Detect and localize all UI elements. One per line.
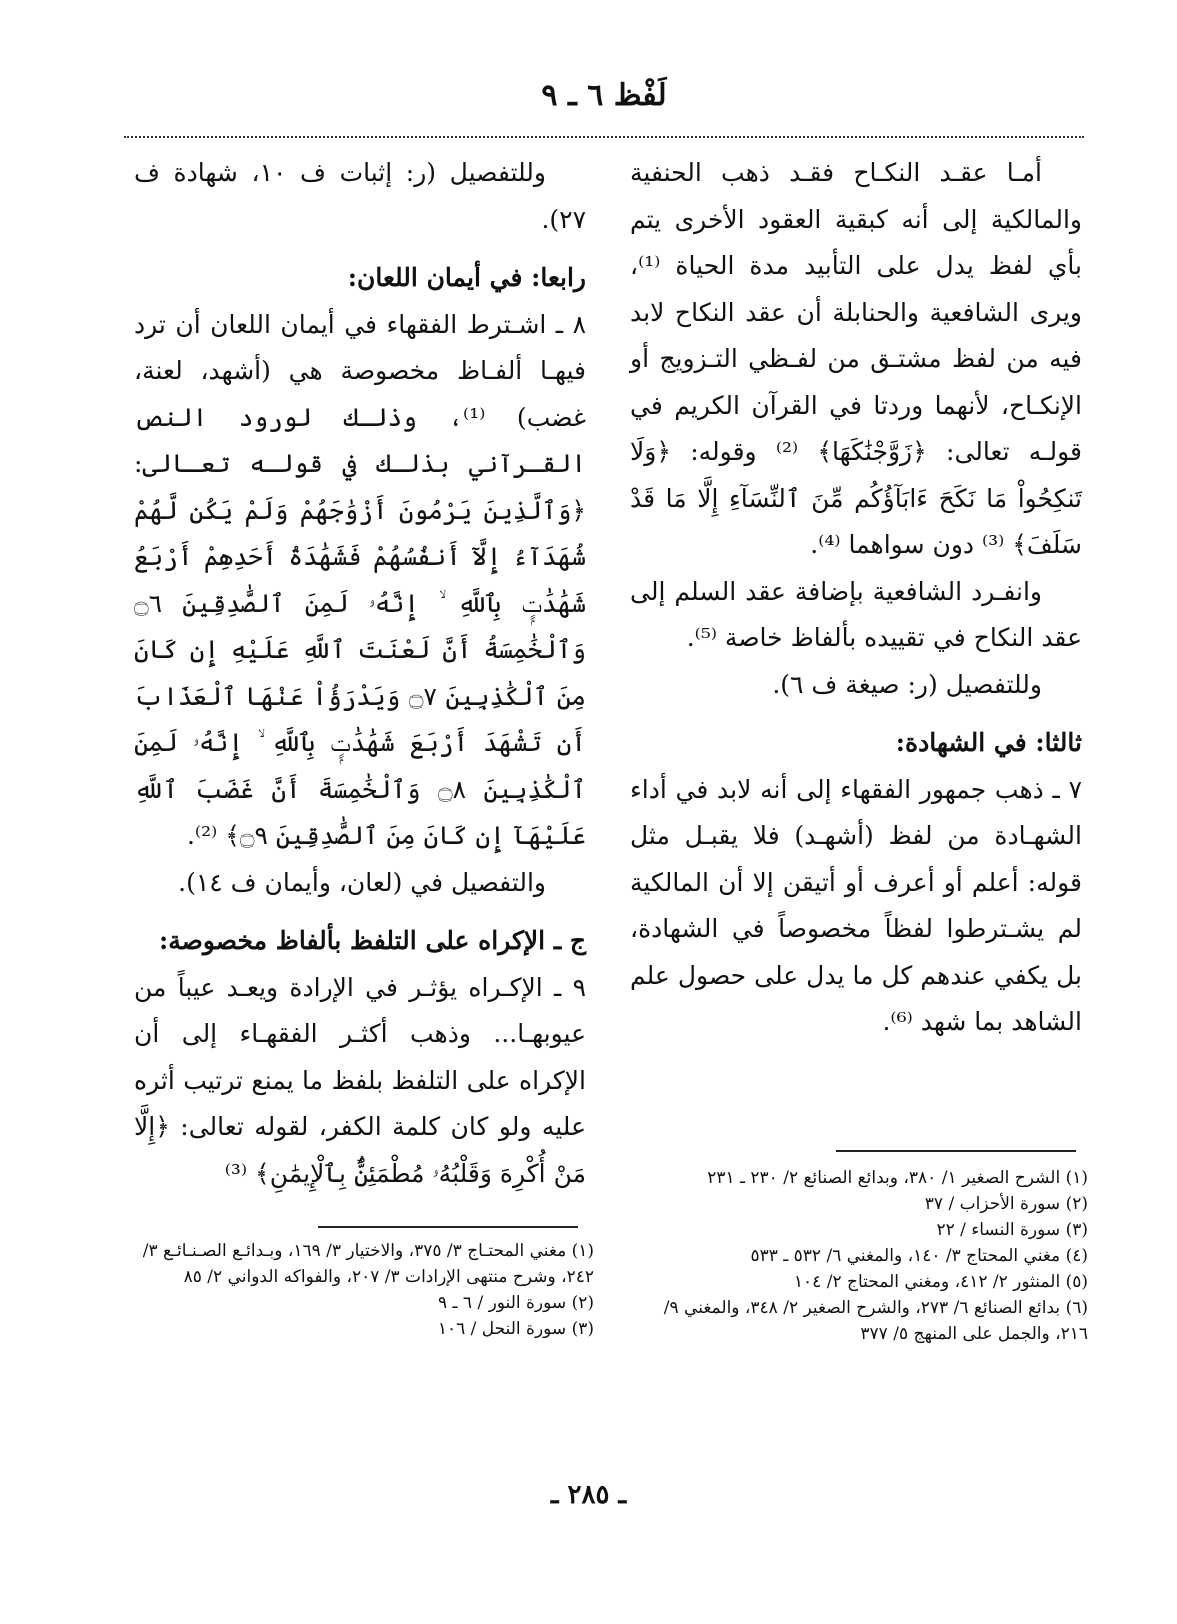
page-number: ـ ٢٨٥ ـ [550, 1480, 627, 1510]
left-footnotes [134, 1238, 594, 1342]
paragraph: ٩ ـ الإكـراه يؤثـر في الإرادة ويعـد عيباً من عيوبهـا... وذهب أكثـر الفقهـاء إلى أن الإكراه على التلفظ بلفظ ما يمنع ترتيب أثره عليه ولو كان كلمة الكفر، لقوله تعالى: ﴿إِلَّا مَنْ أُكْرِهَ وَقَلْبُهُۥ مُطْمَئِنٌّۢ بِٱلْإِيمَٰنِ﴾ ⁽³⁾ [134, 972, 586, 1188]
left-text-column [134, 150, 586, 1197]
right-footnotes [628, 1165, 1088, 1347]
footnote: (٣) سورة النساء / ٢٢ [936, 1220, 1088, 1240]
footnote: (٢) سورة الأحزاب / ٣٧ [924, 1194, 1088, 1214]
section-heading: رابعا: في أيمان اللعان: [347, 263, 586, 292]
paragraph: ٨ ـ اشـترط الفقهاء في أيمان اللعان أن ترد فيهـا ألفـاظ مخصوصة هي (أشهد، لعنة، غضب) ⁽¹⁾، وذلـك لورود النص القـرآني بذلـك في قولـه تعـالى: ﴿وَٱلَّذِينَ يَرْمُونَ أَزْوَٰجَهُمْ وَلَمْ يَكُن لَّهُمْ شُهَدَآءُ إِلَّآ أَنفُسُهُمْ فَشَهَٰدَةُ أَحَدِهِمْ أَرْبَعُ شَهَٰدَٰتٍۭ بِٱللَّهِ ۙ إِنَّهُۥ لَمِنَ ٱلصَّٰدِقِينَ ۝٦ وَٱلْخَٰمِسَةُ أَنَّ لَعْنَتَ ٱللَّهِ عَلَيْهِ إِن كَانَ مِنَ ٱلْكَٰذِبِينَ ۝٧ وَيَدْرَؤُاْ عَنْهَا ٱلْعَذَابَ أَن تَشْهَدَ أَرْبَعَ شَهَٰدَٰتٍۭ بِٱللَّهِ ۙ إِنَّهُۥ لَمِنَ ٱلْكَٰذِبِينَ ۝٨ وَٱلْخَٰمِسَةَ أَنَّ غَضَبَ ٱللَّهِ عَلَيْهَآ إِن كَانَ مِنَ ٱلصَّٰدِقِينَ ۝٩﴾ ⁽²⁾. [134, 309, 586, 850]
footnote: (١) الشرح الصغير ١/ ٣٨٠، وبدائع الصنائع ٢/ ٢٣٠ ـ ٢٣١ [707, 1168, 1088, 1188]
paragraph: والتفصيل في (لعان، وأيمان ف ١٤). [178, 867, 546, 897]
paragraph: وللتفصيل (ر: صيغة ف ٦). [772, 669, 1042, 699]
right-footnote-rule [836, 1150, 1076, 1152]
section-heading: ثالثا: في الشهادة: [895, 728, 1082, 757]
footnote: (٢) سورة النور / ٦ ـ ٩ [437, 1293, 594, 1313]
paragraph: ٧ ـ ذهب جمهور الفقهاء إلى أنه لابد في أداء الشهـادة من لفظ (أشهـد) فلا يقبـل مثل قوله: أعلم أو أعرف أو أتيقن إلا أن المالكية لم يشـترطوا لفظاً مخصوصاً في الشهادة، بل يكفي عندهم كل ما يدل على حصول علم الشاهد بما شهد ⁽⁶⁾. [630, 774, 1082, 1036]
paragraph: أمـا عقـد النكـاح فقـد ذهب الحنفية والمالكية إلى أنه كبقية العقود الأخرى يتم بأي لفظ يدل على التأبيد مدة الحياة ⁽¹⁾، ويرى الشافعية والحنابلة أن عقد النكاح لابد فيه من لفظ مشتـق من لفـظي التـزويج أو الإنكـاح، لأنهما وردتا في القرآن الكريم في قولـه تعالى: ﴿زَوَّجْنَٰكَهَا﴾ ⁽²⁾ وقوله: ﴿وَلَا تَنكِحُواْ مَا نَكَحَ ءَابَآؤُكُم مِّنَ ٱلنِّسَآءِ إِلَّا مَا قَدْ سَلَفَ﴾ ⁽³⁾ دون سواهما ⁽⁴⁾. [630, 158, 1082, 559]
paragraph: وانفـرد الشافعية بإضافة عقد السلم إلى عقد النكاح في تقييده بألفاظ خاصة ⁽⁵⁾. [630, 576, 1082, 652]
footnote: (٦) بدائع الصنائع ٦/ ٢٧٣، والشرح الصغير ٢/ ٣٤٨، والمغني ٩/ ٢١٦، والجمل على المنهج ٥/ ٣٧٧ [663, 1298, 1088, 1344]
paragraph: وللتفصيل (ر: إثبات ف ١٠، شهادة ف ٢٧). [134, 158, 586, 234]
left-footnote-rule [318, 1226, 578, 1228]
right-text-column [630, 150, 1082, 1046]
section-heading: ج ـ الإكراه على التلفظ بألفاظ مخصوصة: [159, 926, 586, 955]
footnote: (٥) المنثور ٢/ ٤١٢، ومغني المحتاج ٢/ ١٠٤ [793, 1272, 1088, 1292]
footnote: (٤) مغني المحتاج ٣/ ١٤٠، والمغني ٦/ ٥٣٢ ـ ٥٣٣ [750, 1246, 1088, 1266]
header-dotted-rule [124, 136, 1084, 138]
page-header: لَفْظ ٦ ـ ٩ [541, 78, 667, 113]
footnote: (٣) سورة النحل / ١٠٦ [437, 1319, 594, 1339]
footnote: (١) مغني المحتـاج ٣/ ٣٧٥، والاختيار ٣/ ١٦٩، وبـدائـع الصـنـائـع ٣/ ٢٤٢، وشرح منتهى الإرادات ٣/ ٢٠٧، والفواكه الدواني ٢/ ٨٥ [142, 1241, 594, 1287]
